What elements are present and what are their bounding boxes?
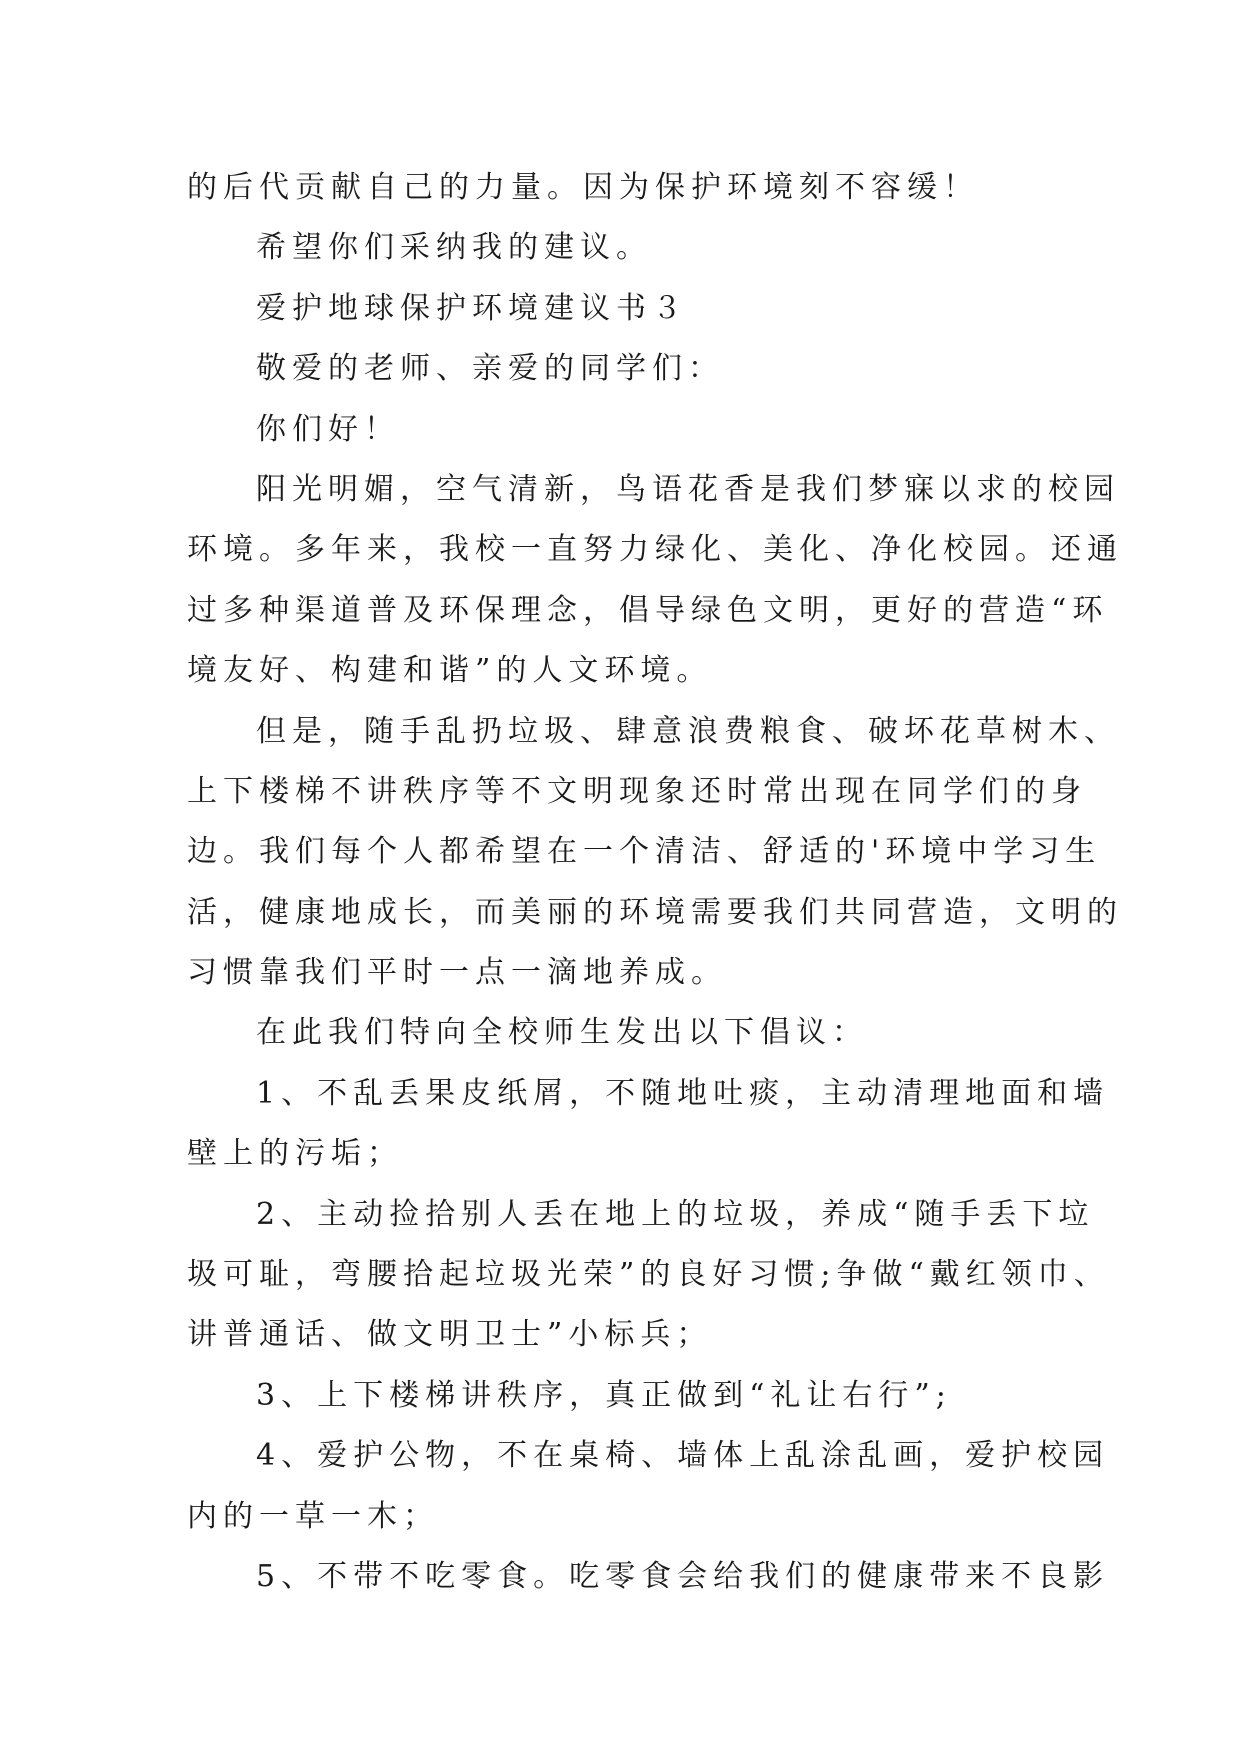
text-line: 上下楼梯不讲秩序等不文明现象还时常出现在同学们的身 (187, 773, 1087, 809)
list-item: 2、主动捡拾别人丢在地上的垃圾，养成“随手丢下垃 (256, 1196, 1095, 1232)
list-item: 1、不乱丢果皮纸屑，不随地吐痰，主动清理地面和墙 (256, 1075, 1110, 1111)
document-body (187, 158, 1123, 1607)
list-item: 5、不带不吃零食。吃零食会给我们的健康带来不良影 (256, 1558, 1110, 1594)
list-item: 4、爱护公物，不在桌椅、墙体上乱涂乱画，爱护校园 (256, 1438, 1110, 1474)
text-line: 境友好、构建和谐”的人文环境。 (187, 653, 713, 689)
list-item: 3、上下楼梯讲秩序，真正做到“礼让右行”; (256, 1377, 952, 1413)
text-line: 习惯靠我们平时一点一滴地养成。 (187, 955, 727, 991)
text-line: 讲普通话、做文明卫士”小标兵； (187, 1317, 713, 1353)
section-title: 爱护地球保护环境建议书３ (256, 290, 688, 326)
text-line: 的后代贡献自己的力量。因为保护环境刻不容缓！ (187, 170, 979, 205)
greeting: 你们好！ (256, 411, 400, 447)
text-line: 但是，随手乱扔垃圾、肆意浪费粮食、破坏花草树木、 (256, 713, 1120, 749)
text-line: 圾可耻，弯腰拾起垃圾光荣”的良好习惯;争做“戴红领巾、 (187, 1257, 1110, 1293)
text-line: 环境。多年来，我校一直努力绿化、美化、净化校园。还通 (187, 532, 1123, 568)
text-line: 希望你们采纳我的建议。 (256, 230, 652, 266)
text-line: 边。我们每个人都希望在一个清洁、舒适的'环境中学习生 (187, 834, 1102, 870)
text-line: 过多种渠道普及环保理念，倡导绿色文明，更好的营造“环 (187, 592, 1109, 628)
text-line: 阳光明媚，空气清新，鸟语花香是我们梦寐以求的校园 (256, 471, 1120, 507)
text-line: 壁上的污垢； (187, 1136, 403, 1172)
text-line: 活，健康地成长，而美丽的环境需要我们共同营造，文明的 (187, 894, 1123, 930)
salutation: 敬爱的老师、亲爱的同学们： (256, 351, 724, 387)
text-line: 内的一草一木； (187, 1498, 439, 1534)
text-line: 在此我们特向全校师生发出以下倡议： (256, 1015, 868, 1051)
